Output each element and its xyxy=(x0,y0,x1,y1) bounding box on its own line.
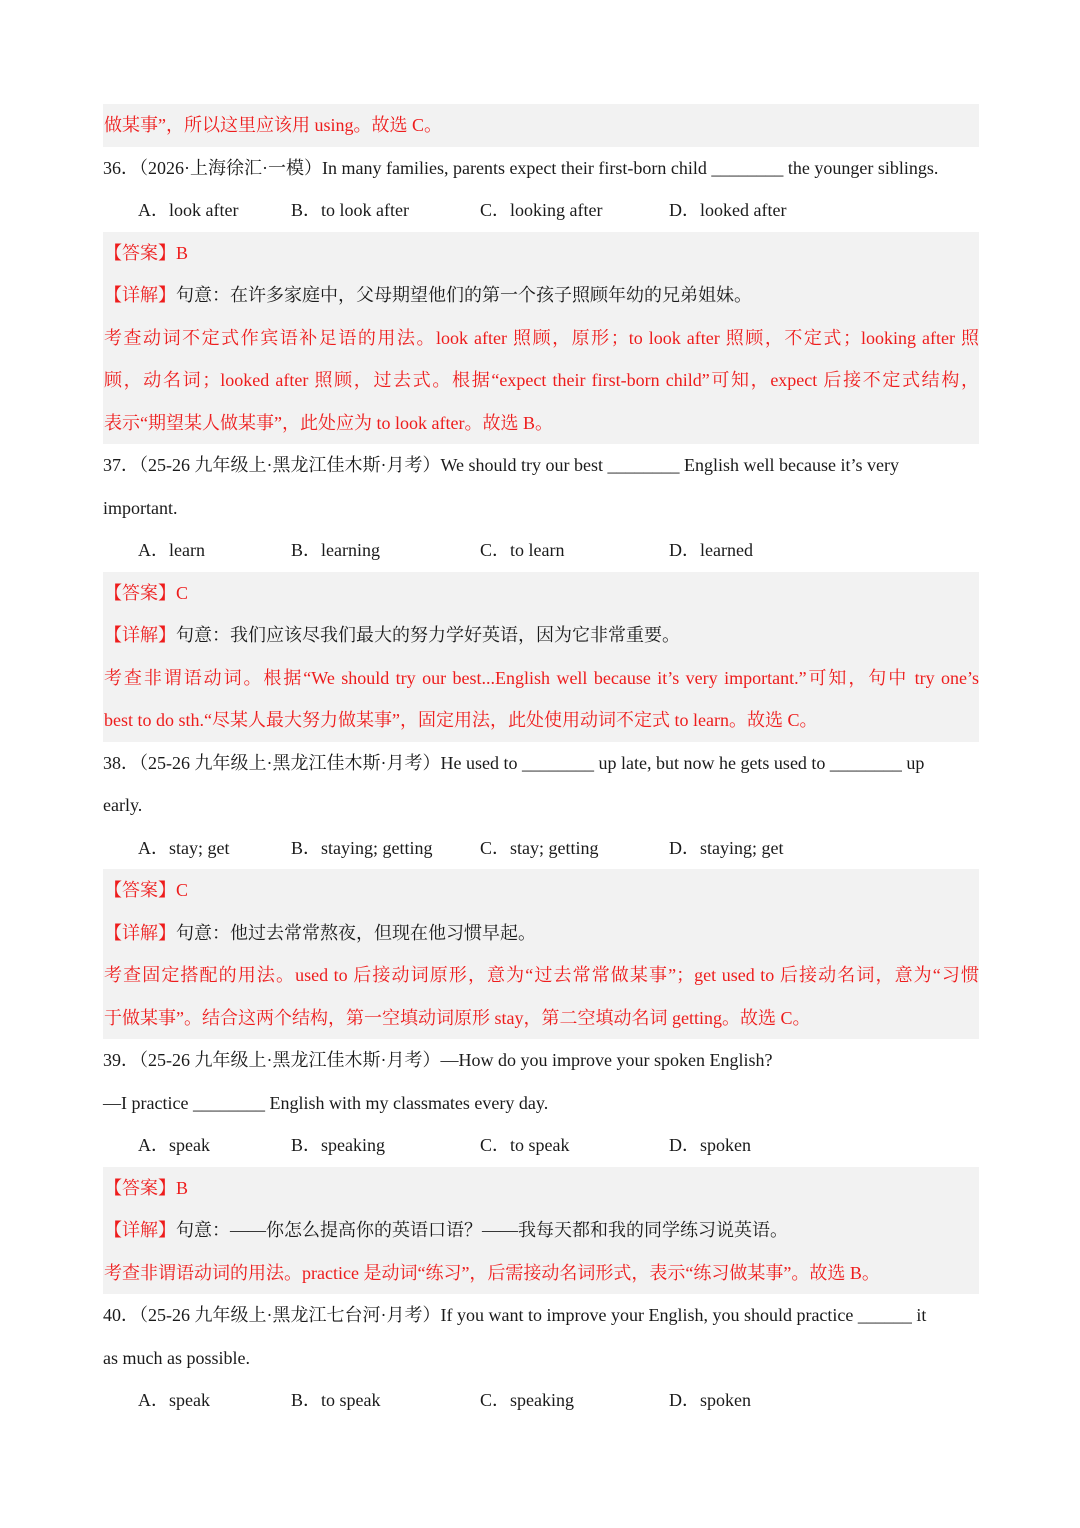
option-b: B．to speak xyxy=(291,1390,381,1410)
question-number-source: 37．（25-26 九年级上·黑龙江佳木斯·月考） xyxy=(103,455,441,475)
analysis-line: 表示“期望某人做某事”，此处应为 to look after。故选 B。 xyxy=(104,412,553,433)
detail-line xyxy=(103,274,979,317)
question-stem xyxy=(103,742,979,785)
detail-text: 句意：他过去常常熬夜，但现在他习惯早起。 xyxy=(176,922,536,943)
document-page xyxy=(103,104,979,1422)
option-c: C．stay; getting xyxy=(480,837,599,858)
question-text: We should try our best ________ English well because it’s very xyxy=(440,455,899,475)
analysis-line: 于做某事”。结合这两个结构，第一空填动词原形 stay，第二空填动名词 getting。故选 C。 xyxy=(104,1007,811,1028)
question-text: If you want to improve your English, you should practice ______ it xyxy=(440,1305,927,1325)
option-d: D．learned xyxy=(669,540,753,560)
analysis-line: 考查非谓语动词的用法。practice 是动词“练习”，后需接动名词形式，表示“练习做某事”。故选 B。 xyxy=(104,1262,880,1283)
option-b: B．to look after xyxy=(291,200,409,220)
question-stem xyxy=(103,147,983,190)
option-b: B．staying; getting xyxy=(291,837,433,858)
analysis-line: 顾，动名词；looked after 照顾，过去式。根据“expect their first-born child”可知，expect 后接不定式结构， xyxy=(104,370,979,390)
option-d: D．spoken xyxy=(669,1390,751,1410)
detail-label: 【详解】 xyxy=(104,922,176,943)
detail-line xyxy=(103,614,979,657)
question-number-source: 36．（2026·上海徐汇·一模） xyxy=(103,157,322,178)
option-d: D．spoken xyxy=(669,1135,751,1155)
question-stem-continued: —I practice ________ English with my classmates every day. xyxy=(103,1092,549,1113)
option-c: C．to speak xyxy=(480,1135,570,1155)
question-stem xyxy=(103,444,979,487)
previous-explanation-fragment: 做某事”，所以这里应该用 using。故选 C。 xyxy=(104,115,442,135)
option-a: A．look after xyxy=(138,200,239,220)
answer-block xyxy=(103,1167,979,1295)
answer-block xyxy=(103,232,979,445)
option-b: B．speaking xyxy=(291,1135,385,1155)
question-number-source: 39．（25-26 九年级上·黑龙江佳木斯·月考） xyxy=(103,1050,441,1070)
detail-text: 句意：在许多家庭中，父母期望他们的第一个孩子照顾年幼的兄弟姐妹。 xyxy=(176,285,752,305)
option-c: C．to learn xyxy=(480,540,565,560)
detail-text: 句意：——你怎么提高你的英语口语？——我每天都和我的同学练习说英语。 xyxy=(176,1220,788,1240)
question-38 xyxy=(103,742,979,1040)
question-text: He used to ________ up late, but now he gets used to ________ up xyxy=(440,752,925,773)
options-row xyxy=(103,529,979,572)
question-36 xyxy=(103,147,979,445)
option-d: D．looked after xyxy=(669,200,787,220)
option-a: A．speak xyxy=(138,1135,210,1155)
detail-line xyxy=(103,912,979,955)
detail-label: 【详解】 xyxy=(104,1220,176,1240)
detail-text: 句意：我们应该尽我们最大的努力学好英语，因为它非常重要。 xyxy=(176,625,680,645)
question-text: In many families, parents expect their first-born child ________ the younger siblings. xyxy=(322,157,939,178)
options-row xyxy=(103,827,979,870)
answer-block xyxy=(103,572,979,742)
question-stem-continued: early. xyxy=(103,795,143,815)
options-row xyxy=(103,189,979,232)
question-39 xyxy=(103,1039,979,1294)
answer-block xyxy=(103,869,979,1039)
option-a: A．learn xyxy=(138,540,205,560)
detail-label: 【详解】 xyxy=(104,285,176,305)
question-stem-continued: important. xyxy=(103,497,178,518)
question-number-source: 38．（25-26 九年级上·黑龙江佳木斯·月考） xyxy=(103,752,441,773)
options-row xyxy=(103,1124,979,1167)
question-stem-continued: as much as possible. xyxy=(103,1347,250,1368)
answer-line: 【答案】B xyxy=(104,242,189,263)
detail-line xyxy=(103,1209,979,1252)
option-d: D．staying; get xyxy=(669,837,784,858)
question-number-source: 40．（25-26 九年级上·黑龙江七台河·月考） xyxy=(103,1305,441,1325)
options-row xyxy=(103,1379,979,1422)
answer-line: 【答案】C xyxy=(104,880,189,900)
option-c: C．looking after xyxy=(480,200,603,220)
question-stem xyxy=(103,1294,979,1337)
detail-label: 【详解】 xyxy=(104,625,176,645)
analysis-line: 考查动词不定式作宾语补足语的用法。look after 照顾，原形；to look after 照顾，不定式；looking after 照 xyxy=(104,327,979,348)
option-c: C．speaking xyxy=(480,1390,574,1410)
previous-explanation-block xyxy=(103,104,979,147)
option-a: A．speak xyxy=(138,1390,210,1410)
analysis-line: best to do sth.“尽某人最大努力做某事”，固定用法，此处使用动词不定式 to learn。故选 C。 xyxy=(104,710,818,730)
question-stem xyxy=(103,1039,979,1082)
answer-line: 【答案】C xyxy=(104,582,189,603)
analysis-line: 考查固定搭配的用法。used to 后接动词原形，意为“过去常常做某事”；get used to 后接动名词，意为“习惯 xyxy=(104,965,979,985)
option-a: A．stay; get xyxy=(138,837,230,858)
answer-line: 【答案】B xyxy=(104,1177,189,1198)
question-text: —How do you improve your spoken English? xyxy=(440,1050,773,1070)
option-b: B．learning xyxy=(291,540,380,560)
question-37 xyxy=(103,444,979,742)
question-40 xyxy=(103,1294,979,1422)
analysis-line: 考查非谓语动词。根据“We should try our best...English well because it’s very important.”可知，句中 try one’s xyxy=(104,667,979,688)
